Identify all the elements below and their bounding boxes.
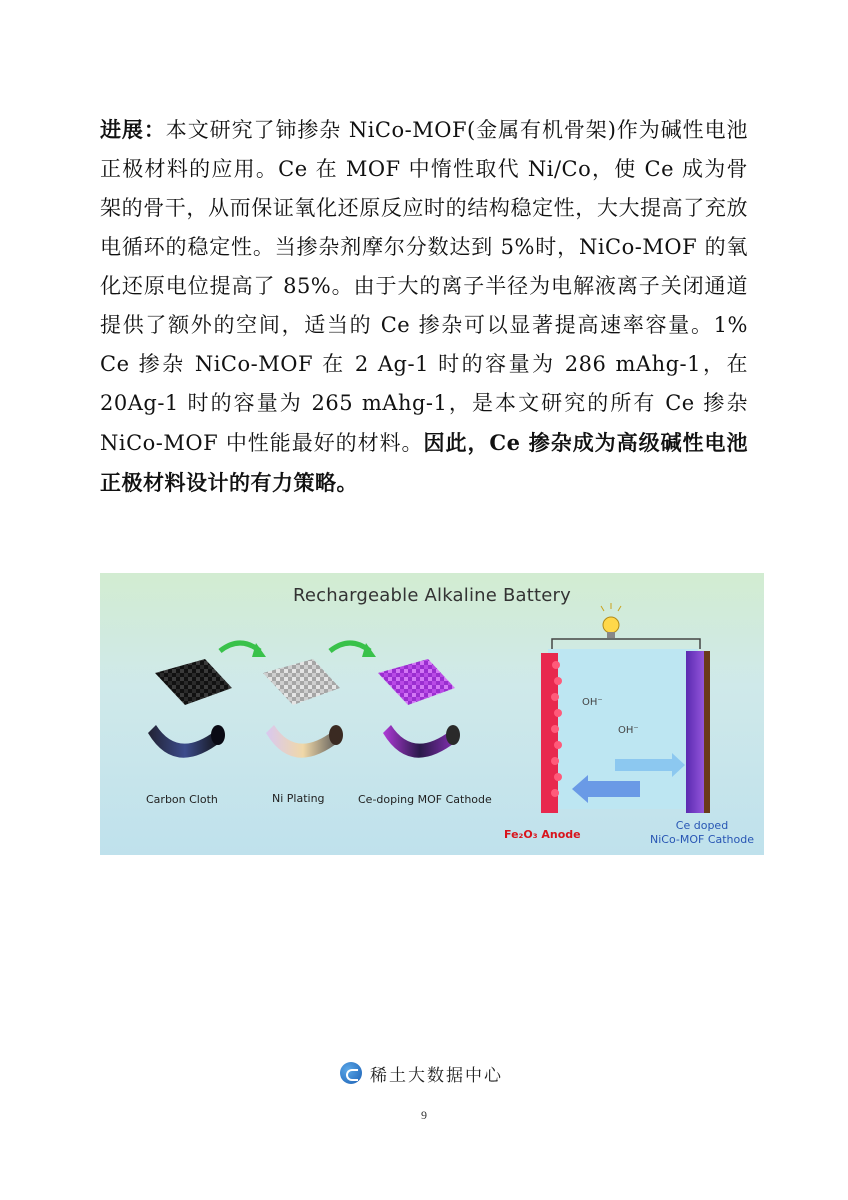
mof-cathode-fiber	[383, 725, 457, 758]
paragraph-conclusion: 因此，Ce 掺杂成为高级碱性电池正极材料设计的有力策略。	[100, 430, 748, 495]
label-fe2o3-anode: Fe₂O₃ Anode	[504, 828, 581, 841]
paragraph-lead: 进展：	[100, 117, 166, 142]
light-bulb-icon	[603, 617, 619, 633]
label-ce-doping-mof-cathode: Ce-doping MOF Cathode	[358, 793, 492, 806]
battery-figure	[100, 573, 764, 855]
green-arrow-1	[220, 643, 260, 651]
footer-logo	[340, 1060, 503, 1086]
anode-electrode	[541, 653, 558, 813]
green-arrow-2	[330, 643, 370, 651]
figure-illustration	[100, 573, 764, 855]
label-cathode-line1: Ce doped	[675, 819, 729, 832]
page-number: 9	[421, 1108, 427, 1122]
label-cathode	[640, 819, 764, 847]
ni-plated-sheet	[263, 659, 340, 705]
label-carbon-cloth: Carbon Cloth	[146, 793, 218, 806]
rare-earth-logo-icon	[340, 1062, 362, 1084]
label-ni-plating: Ni Plating	[272, 792, 325, 805]
carbon-cloth-sheet	[155, 659, 232, 705]
mof-coated-sheet	[378, 659, 455, 705]
external-wire	[552, 639, 700, 649]
body-paragraph	[100, 110, 748, 503]
footer-org-name: 稀土大数据中心	[370, 1065, 503, 1086]
label-cathode-line2: NiCo-MOF Cathode	[649, 833, 755, 846]
cathode-electrode	[686, 651, 706, 813]
hydroxide-ion-label-1: OH⁻	[582, 697, 603, 708]
carbon-cloth-fiber	[148, 725, 222, 758]
hydroxide-ion-label-2: OH⁻	[618, 725, 639, 736]
figure-title: Rechargeable Alkaline Battery	[292, 585, 572, 606]
ni-plating-fiber	[266, 725, 340, 758]
paragraph-body: 本文研究了铈掺杂 NiCo-MOF(金属有机骨架)作为碱性电池正极材料的应用。Ce 在 MOF 中惰性取代 Ni/Co，使 Ce 成为骨架的骨干，从而保证氧化还原反应时的结构稳定性，大大提高了充放电循环的稳定性。当掺杂剂摩尔分数达到 5%时，NiCo-MOF 的氧化还原电位提高了 85%。由于大的离子半径为电解液离子关闭通道提供了额外的空间，适当的 Ce 掺杂可以显著提高速率容量。1% Ce 掺杂 NiCo-MOF 在 2 Ag-1 时的容量为 286 mAhg-1，在 20Ag-1 时的容量为 265 mAhg-1，是本文研究的所有 Ce 掺杂 NiCo-MOF 中性能最好的材料。	[100, 118, 749, 455]
